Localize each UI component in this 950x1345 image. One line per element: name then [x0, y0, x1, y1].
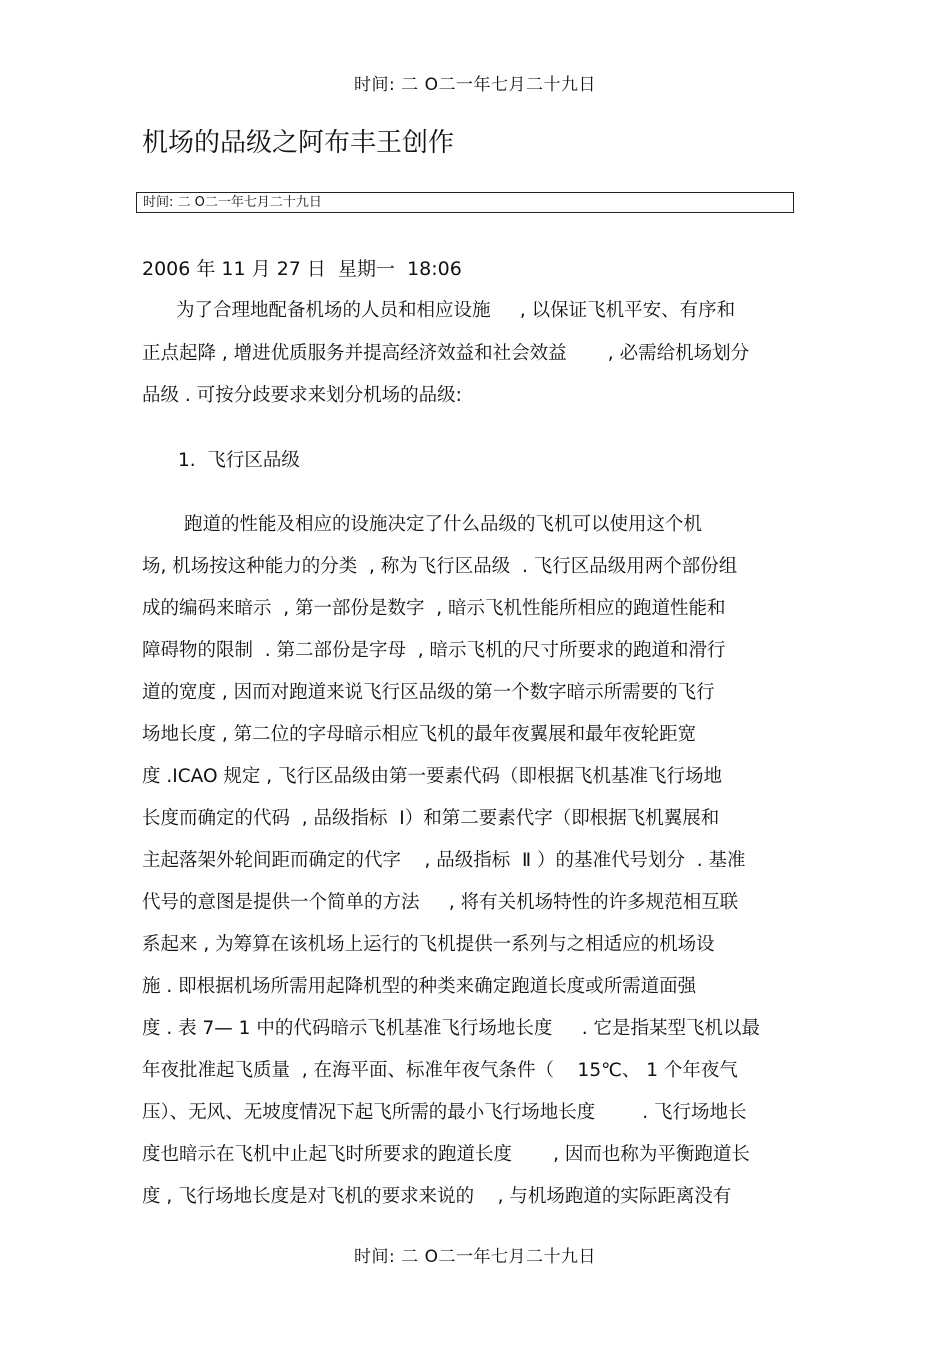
body-line: 度 . 表 7— 1 中的代码暗示飞机基准飞行场地长度 . 它是指某型飞机以最	[142, 1018, 760, 1039]
document-title: 机场的品级之阿布丰王创作	[142, 128, 455, 158]
body-line: 施 . 即根据机场所需用起降机型的种类来确定跑道长度或所需道面强	[142, 976, 697, 997]
page-header-time: 时间: 二 O二一年七月二十九日	[354, 75, 596, 95]
body-line: 跑道的性能及相应的设施决定了什么品级的飞机可以使用这个机	[184, 514, 703, 535]
body-line: 度 , 飞行场地长度是对飞机的要求来说的 , 与机场跑道的实际距离没有	[142, 1186, 732, 1207]
time-box: 时间: 二 O二一年七月二十九日	[136, 192, 794, 213]
intro-line: 品级 . 可按分歧要求来划分机场的品级:	[142, 385, 462, 406]
body-line: 场地长度 , 第二位的字母暗示相应飞机的最年夜翼展和最年夜轮距宽	[142, 724, 697, 745]
body-line: 代号的意图是提供一个简单的方法 , 将有关机场特性的许多规范相互联	[142, 892, 739, 913]
section-heading: 1. 飞行区品级	[178, 450, 300, 471]
body-line: 道的宽度 , 因而对跑道来说飞行区品级的第一个数字暗示所需要的飞行	[142, 682, 715, 703]
body-line: 压）、无风、无坡度情况下起飞所需的最小飞行场地长度 . 飞行场地长	[142, 1102, 747, 1123]
body-line: 年夜批准起飞质量 , 在海平面、标准年夜气条件（ 15℃、 1 个年夜气	[142, 1060, 738, 1081]
body-line: 系起来 , 为筹算在该机场上运行的飞机提供一系列与之相适应的机场设	[142, 934, 715, 955]
body-line: 度也暗示在飞机中止起飞时所要求的跑道长度 , 因而也称为平衡跑道长	[142, 1144, 750, 1165]
body-line: 长度而确定的代码 , 品级指标 Ⅰ）和第二要素代字（即根据飞机翼展和	[142, 808, 720, 829]
body-line: 障碍物的限制 . 第二部份是字母 , 暗示飞机的尺寸所要求的跑道和滑行	[142, 640, 726, 661]
intro-line: 为了合理地配备机场的人员和相应设施 , 以保证飞机平安、有序和	[176, 300, 736, 321]
date-line: 2006 年 11 月 27 日 星期一 18:06	[142, 258, 462, 280]
body-line: 度 .ICAO 规定 , 飞行区品级由第一要素代码（即根据飞机基准飞行场地	[142, 766, 723, 787]
body-line: 主起落架外轮间距而确定的代字 , 品级指标 Ⅱ ）的基准代号划分 . 基准	[142, 850, 746, 871]
page-footer-time: 时间: 二 O二一年七月二十九日	[354, 1247, 596, 1267]
body-line: 场, 机场按这种能力的分类 , 称为飞行区品级 . 飞行区品级用两个部份组	[142, 556, 738, 577]
body-line: 成的编码来暗示 , 第一部份是数字 , 暗示飞机性能所相应的跑道性能和	[142, 598, 726, 619]
intro-line: 正点起降 , 增进优质服务并提高经济效益和社会效益 , 必需给机场划分	[142, 343, 750, 364]
